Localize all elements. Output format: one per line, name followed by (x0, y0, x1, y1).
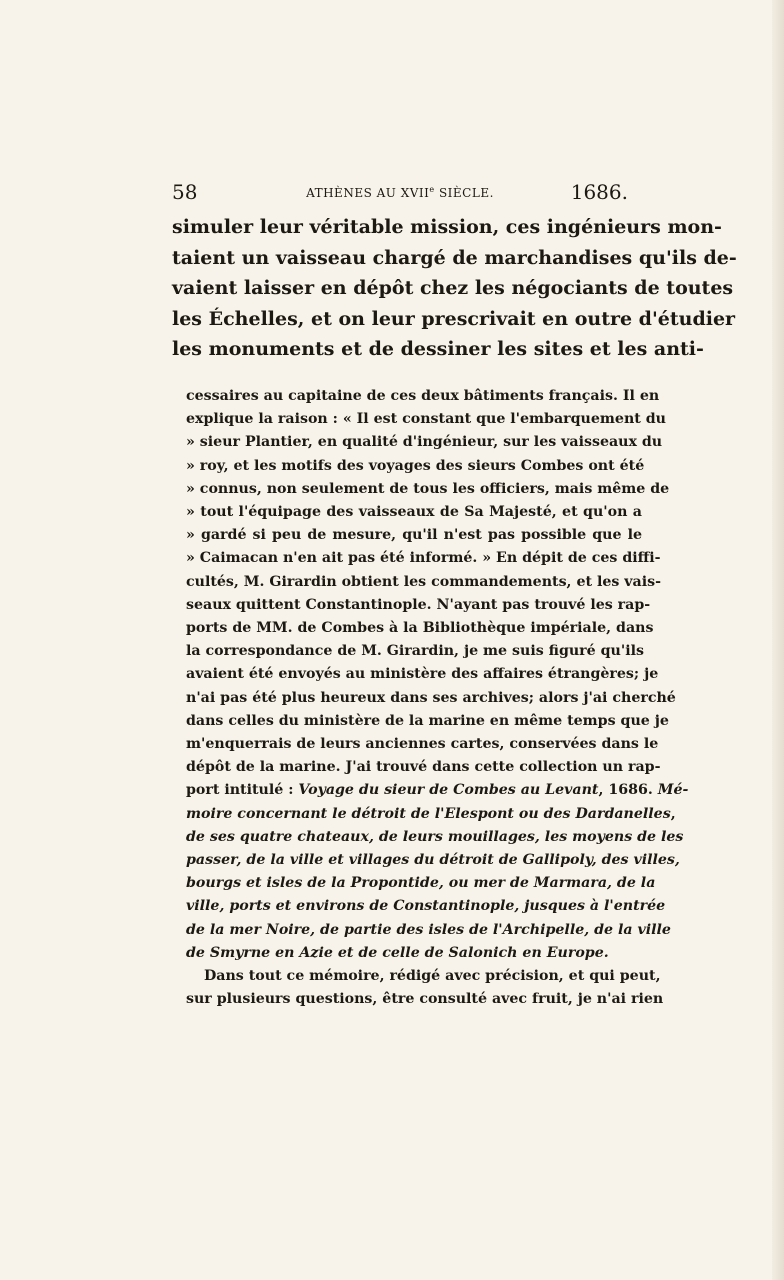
footnote-line: de ses quatre chateaux, de leurs mouillages, les moyens de les (186, 828, 684, 845)
running-head-superscript: e (429, 185, 435, 194)
main-paragraph (172, 212, 737, 365)
footnote-line (186, 779, 689, 802)
body-line: simuler leur véritable mission, ces ingénieurs mon- (172, 216, 722, 238)
footnote-line: » sieur Plantier, en qualité d'ingénieur, sur les vaisseaux du (186, 434, 663, 451)
footnote (186, 385, 689, 1011)
footnote-line: passer, de la ville et villages du détroit de Gallipoly, des villes, (186, 852, 680, 869)
citation-lead: port intitulé : (186, 782, 299, 799)
running-head-text: ATHÈNES AU XVII (306, 186, 430, 200)
memoire-title-start: Mé- (657, 782, 689, 799)
footnote-line: de la mer Noire, de partie des isles de l'Archipelle, de la ville (186, 921, 671, 938)
footnote-line: » roy, et les motifs des voyages des sieurs Combes ont été (186, 457, 645, 474)
footnote-line: cultés, M. Girardin obtient les commandements, et les vais- (186, 573, 662, 590)
footnote-line: Dans tout ce mémoire, rédigé avec précision, et qui peut, (204, 968, 661, 985)
footnote-line: m'enquerrais de leurs anciennes cartes, conservées dans le (186, 736, 659, 753)
footnote-line: » tout l'équipage des vaisseaux de Sa Majesté, et qu'on a (186, 504, 642, 521)
page-header (172, 180, 628, 208)
footnote-line: la correspondance de M. Girardin, je me suis figuré qu'ils (186, 643, 644, 660)
footnote-line: sur plusieurs questions, être consulté avec fruit, je n'ai rien (186, 991, 664, 1008)
footnote-line: cessaires au capitaine de ces deux bâtiments français. Il en (186, 388, 660, 404)
memoire-title: moire concernant le détroit de l'Elespont ou des Dardanelles (186, 805, 671, 822)
footnote-line: bourgs et isles de la Propontide, ou mer de Marmara, de la (186, 875, 656, 892)
running-head (172, 185, 628, 200)
footnote-line: ville, ports et environs de Constantinople, jusques à l'entrée (186, 898, 666, 915)
footnote-line: ports de MM. de Combes à la Bibliothèque impériale, dans (186, 620, 654, 637)
comma: , (670, 805, 676, 822)
page-number: 58 (172, 180, 198, 204)
footnote-line: n'ai pas été plus heureux dans ses archives; alors j'ai cherché (186, 689, 676, 706)
body-line: taient un vaisseau chargé de marchandises qu'ils de- (172, 246, 737, 269)
footnote-line: » Caimacan n'en ait pas été informé. » En dépit de ces diffi- (186, 550, 661, 567)
header-year: 1686. (570, 180, 628, 204)
body-line: les monuments et de dessiner les sites et les anti- (172, 338, 704, 360)
footnote-line: explique la raison : « Il est constant que l'embarquement du (186, 411, 666, 428)
body-line: vaient laisser en dépôt chez les négociants de toutes (172, 277, 734, 299)
footnote-line: avaient été envoyés au ministère des affaires étrangères; je (186, 666, 659, 683)
running-head-tail: SIÈCLE. (434, 186, 494, 200)
footnote-line: seaux quittent Constantinople. N'ayant pas trouvé les rap- (186, 596, 651, 613)
footnote-line: dans celles du ministère de la marine en même temps que je (186, 712, 669, 729)
citation-title: Voyage du sieur de Combes au Levant (298, 782, 599, 799)
page-edge-shadow (772, 0, 784, 1280)
footnote-line: » gardé si peu de mesure, qu'il n'est pas possible que le (186, 527, 642, 544)
footnote-line: de Smyrne en Azie et de celle de Salonich en Europe. (186, 944, 609, 961)
citation-year: , 1686. (598, 782, 658, 799)
footnote-line: dépôt de la marine. J'ai trouvé dans cette collection un rap- (186, 759, 661, 776)
body-line: les Échelles, et on leur prescrivait en outre d'étudier (172, 307, 736, 330)
footnote-line (186, 803, 676, 826)
footnote-line: » connus, non seulement de tous les officiers, mais même de (186, 480, 670, 497)
